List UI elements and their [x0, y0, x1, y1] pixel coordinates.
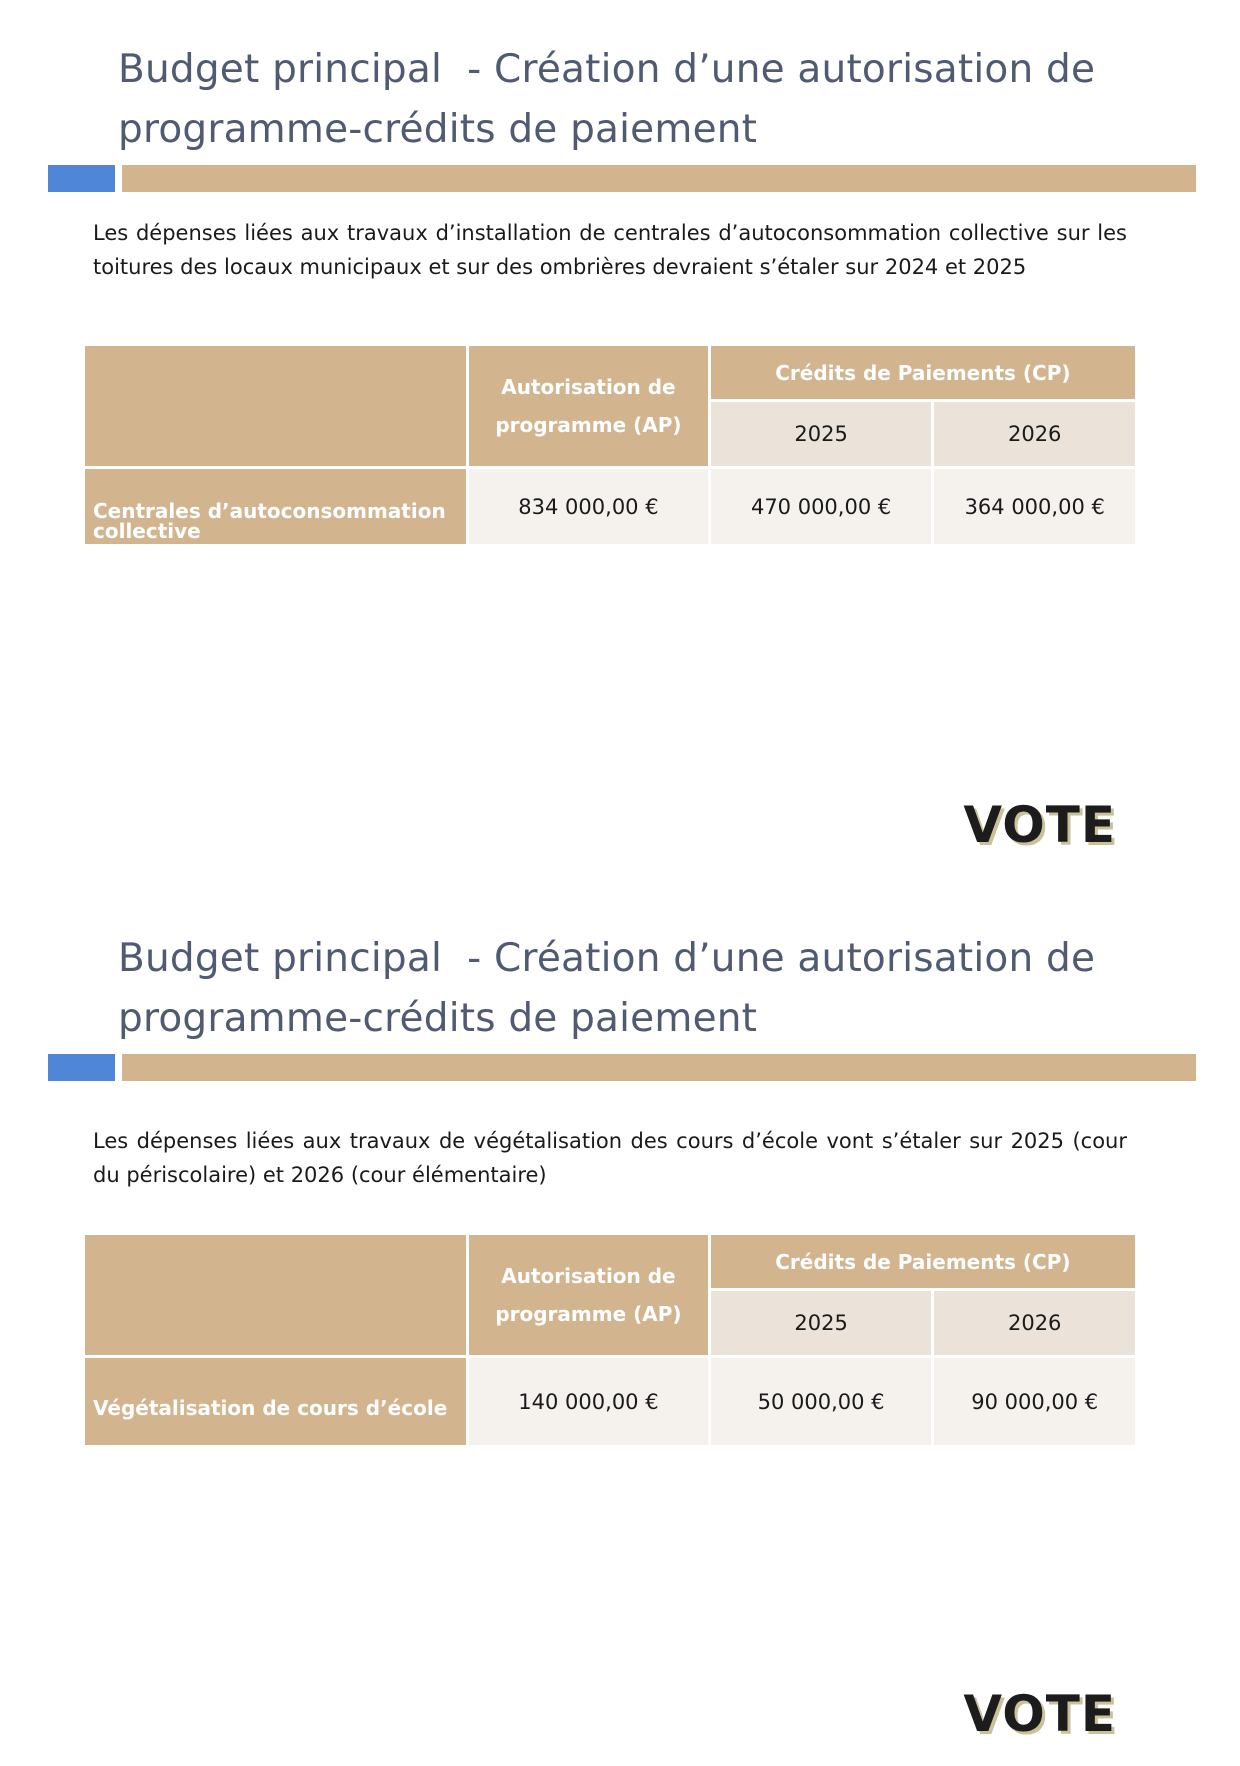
header-cp: Crédits de Paiements (CP) [709, 1234, 1136, 1290]
slide-title-line-1: Budget principal - Création d’une autorisation de [118, 47, 1096, 92]
row-label-line-2: collective [93, 518, 201, 543]
accent-bar-blue [48, 1054, 115, 1081]
accent-bar-tan [122, 165, 1196, 192]
intro-paragraph: Les dépenses liées aux travaux de végétalisation des cours d’école vont s’étaler sur 2025 (cour du périscolaire) et 2026 (cour élémentaire) [93, 1129, 1127, 1187]
header-ap-line-2: programme (AP) [495, 413, 682, 437]
header-ap [468, 345, 710, 468]
table-header-row [84, 1234, 1137, 1290]
ap-cp-table [82, 1232, 1138, 1448]
slide-2 [0, 889, 1240, 1766]
ap-value: 140 000,00 € [468, 1357, 710, 1447]
row-label-line-1: Centrales d’autoconsommation [93, 498, 446, 523]
ap-cp-table [82, 343, 1138, 547]
ap-value: 834 000,00 € [468, 468, 710, 546]
accent-bar-tan [122, 1054, 1196, 1081]
header-year-2: 2026 [933, 401, 1137, 468]
header-cp: Crédits de Paiements (CP) [709, 345, 1136, 401]
header-empty-cell [84, 1234, 468, 1357]
intro-paragraph: Les dépenses liées aux travaux d’installation de centrales d’autoconsommation collective sur les toitures des locaux municipaux et sur des ombrières devraient s’étaler sur 2024 et 2025 [93, 221, 1127, 279]
row-label [84, 468, 468, 546]
header-year-2: 2026 [933, 1290, 1137, 1357]
header-empty-cell [84, 345, 468, 468]
header-ap-line-1: Autorisation de [501, 1264, 676, 1288]
slide-title [118, 929, 1178, 1049]
cp-value-year-2: 364 000,00 € [933, 468, 1137, 546]
header-ap-line-1: Autorisation de [501, 375, 676, 399]
row-label: Végétalisation de cours d’école [84, 1357, 468, 1447]
slide-title [118, 40, 1178, 160]
slide-title-line-1: Budget principal - Création d’une autorisation de [118, 936, 1096, 981]
header-ap [468, 1234, 710, 1357]
table-row [84, 468, 1137, 546]
table-row [84, 1357, 1137, 1447]
header-year-1: 2025 [709, 401, 933, 468]
cp-value-year-2: 90 000,00 € [933, 1357, 1137, 1447]
accent-bar-blue [48, 165, 115, 192]
header-ap-line-2: programme (AP) [495, 1302, 682, 1326]
header-year-1: 2025 [709, 1290, 933, 1357]
vote-label: VOTE [963, 796, 1116, 854]
vote-label: VOTE [963, 1685, 1116, 1743]
cp-value-year-1: 50 000,00 € [709, 1357, 933, 1447]
slide-title-line-2: programme-crédits de paiement [118, 996, 758, 1041]
cp-value-year-1: 470 000,00 € [709, 468, 933, 546]
table-header-row [84, 345, 1137, 401]
slide-title-line-2: programme-crédits de paiement [118, 107, 758, 152]
slide-1 [0, 0, 1240, 877]
